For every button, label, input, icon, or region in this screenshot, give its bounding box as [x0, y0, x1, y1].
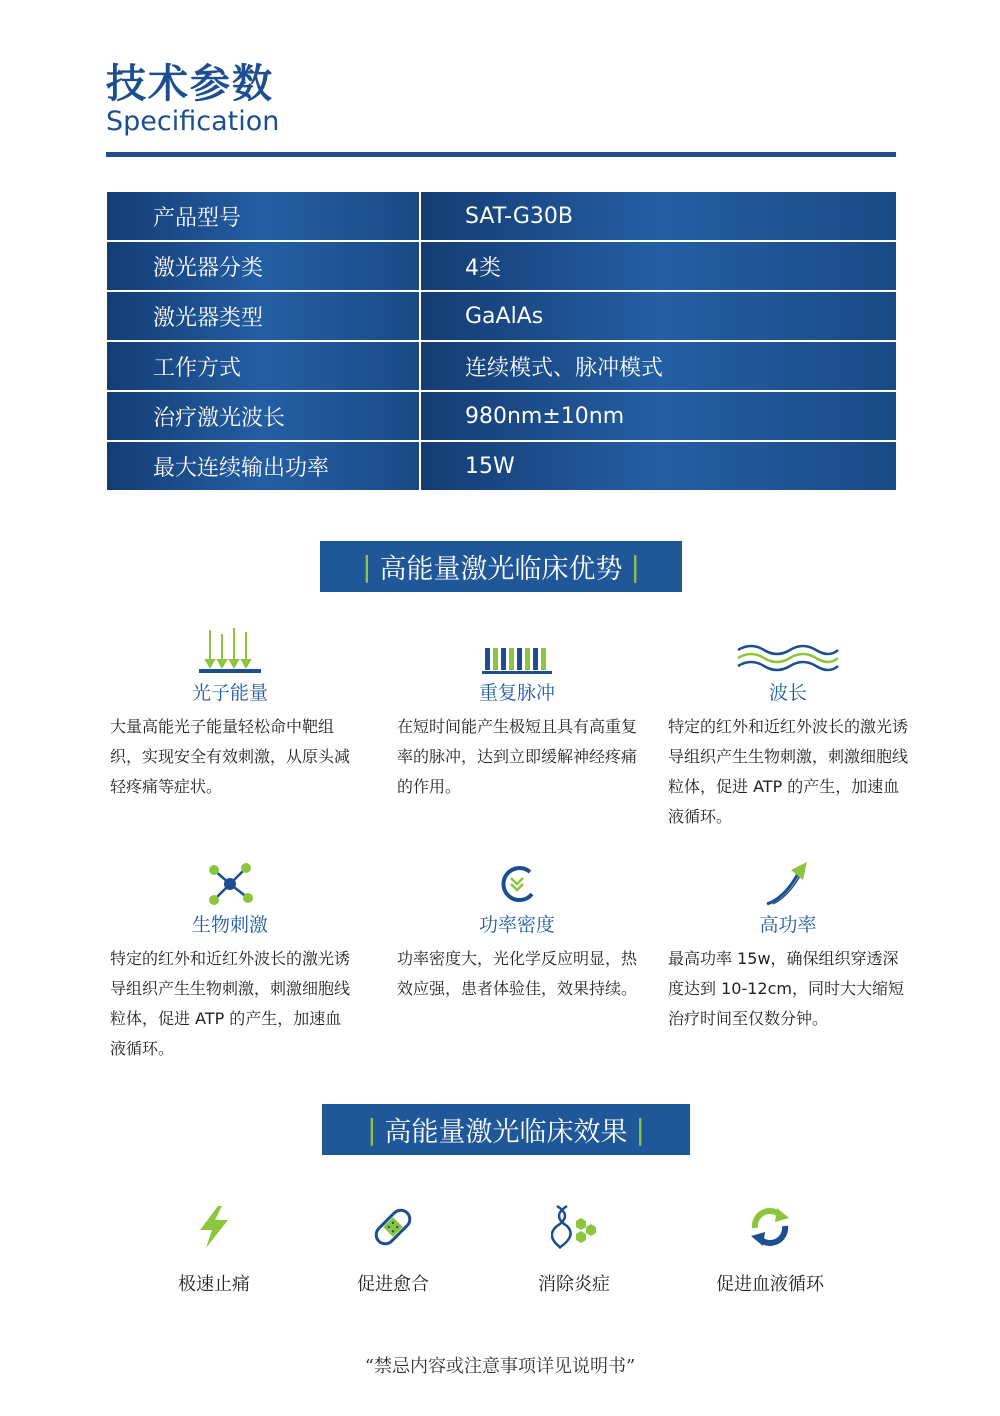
spec-row [107, 341, 896, 391]
pulse-bars-icon [481, 626, 553, 676]
effect-label: 消除炎症 [538, 1274, 610, 1295]
circulation-icon [747, 1204, 793, 1250]
spec-value: 4类 [420, 241, 896, 291]
feature-wavelength [668, 626, 908, 832]
effect-fast-pain-relief [124, 1204, 304, 1296]
spec-row [107, 441, 896, 491]
spec-row [107, 192, 896, 241]
feature-desc: 特定的红外和近红外波长的激光诱导组织产生生物刺激，刺激细胞线粒体，促进 ATP 的产生，加速血液循环。 [668, 717, 909, 826]
footer-note: “禁忌内容或注意事项详见说明书” [364, 1356, 636, 1377]
feature-desc: 最高功率 15w，确保组织穿透深度达到 10-12cm，同时大大缩短治疗时间至仅数分钟。 [668, 949, 904, 1028]
feature-title: 功率密度 [478, 914, 555, 936]
lightning-icon [192, 1204, 236, 1250]
spec-value: 15W [420, 441, 896, 491]
rising-arrow-icon [763, 858, 813, 908]
feature-title: 高功率 [759, 914, 817, 936]
spec-value: 连续模式、脉冲模式 [420, 341, 896, 391]
wave-icon [736, 626, 840, 676]
spec-table [107, 192, 896, 492]
advantages-heading: 高能量激光临床优势 [379, 554, 623, 585]
feature-repeat-pulse [397, 626, 637, 802]
spec-label: 最大连续输出功率 [107, 441, 420, 491]
spec-value: 980nm±10nm [420, 391, 896, 441]
heading-pipe-left: | [362, 550, 372, 583]
feature-power-density [397, 858, 637, 1004]
spec-row [107, 291, 896, 341]
molecule-icon [205, 858, 255, 908]
spec-label: 激光器分类 [107, 241, 420, 291]
dna-cells-icon [551, 1204, 597, 1250]
effects-heading: 高能量激光临床效果 [384, 1117, 628, 1148]
feature-high-power [668, 858, 908, 1034]
page-title-en: Specification [106, 106, 280, 137]
feature-title: 波长 [768, 682, 807, 704]
bandage-icon [370, 1204, 416, 1250]
feature-desc: 在短时间能产生极短且具有高重复率的脉冲，达到立即缓解神经疼痛的作用。 [397, 717, 638, 796]
effect-promote-healing [303, 1204, 483, 1296]
feature-title: 生物刺激 [191, 914, 268, 936]
spec-label: 产品型号 [107, 192, 420, 241]
spec-value: GaAlAs [420, 291, 896, 341]
title-divider [106, 152, 896, 157]
advantages-heading-bar [320, 541, 682, 592]
effect-label: 极速止痛 [178, 1274, 250, 1295]
effect-reduce-inflammation [484, 1204, 664, 1296]
feature-title: 光子能量 [191, 682, 268, 704]
feature-desc: 大量高能光子能量轻松命中靶组织，实现安全有效刺激，从原头减轻疼痛等症状。 [110, 717, 351, 796]
heading-pipe-right: | [630, 550, 640, 583]
spec-label: 工作方式 [107, 341, 420, 391]
page-title-cn: 技术参数 [106, 61, 274, 107]
effects-heading-bar [322, 1104, 690, 1155]
spec-value: SAT-G30B [420, 192, 896, 241]
spec-label: 治疗激光波长 [107, 391, 420, 441]
feature-photon-energy [110, 626, 350, 802]
feature-title: 重复脉冲 [478, 682, 555, 704]
photon-arrows-icon [197, 626, 263, 676]
effect-blood-circulation [680, 1204, 860, 1296]
heading-pipe-right: | [635, 1113, 645, 1146]
feature-desc: 特定的红外和近红外波长的激光诱导组织产生生物刺激，刺激细胞线粒体，促进 ATP 的产生，加速血液循环。 [110, 949, 351, 1058]
density-icon [492, 858, 542, 908]
feature-desc: 功率密度大，光化学反应明显，热效应强，患者体验佳，效果持续。 [397, 949, 638, 998]
spec-label: 激光器类型 [107, 291, 420, 341]
heading-pipe-left: | [367, 1113, 377, 1146]
effect-label: 促进愈合 [357, 1274, 429, 1295]
effect-label: 促进血液循环 [716, 1274, 824, 1295]
feature-bio-stimulation [110, 858, 350, 1064]
spec-row [107, 391, 896, 441]
spec-row [107, 241, 896, 291]
